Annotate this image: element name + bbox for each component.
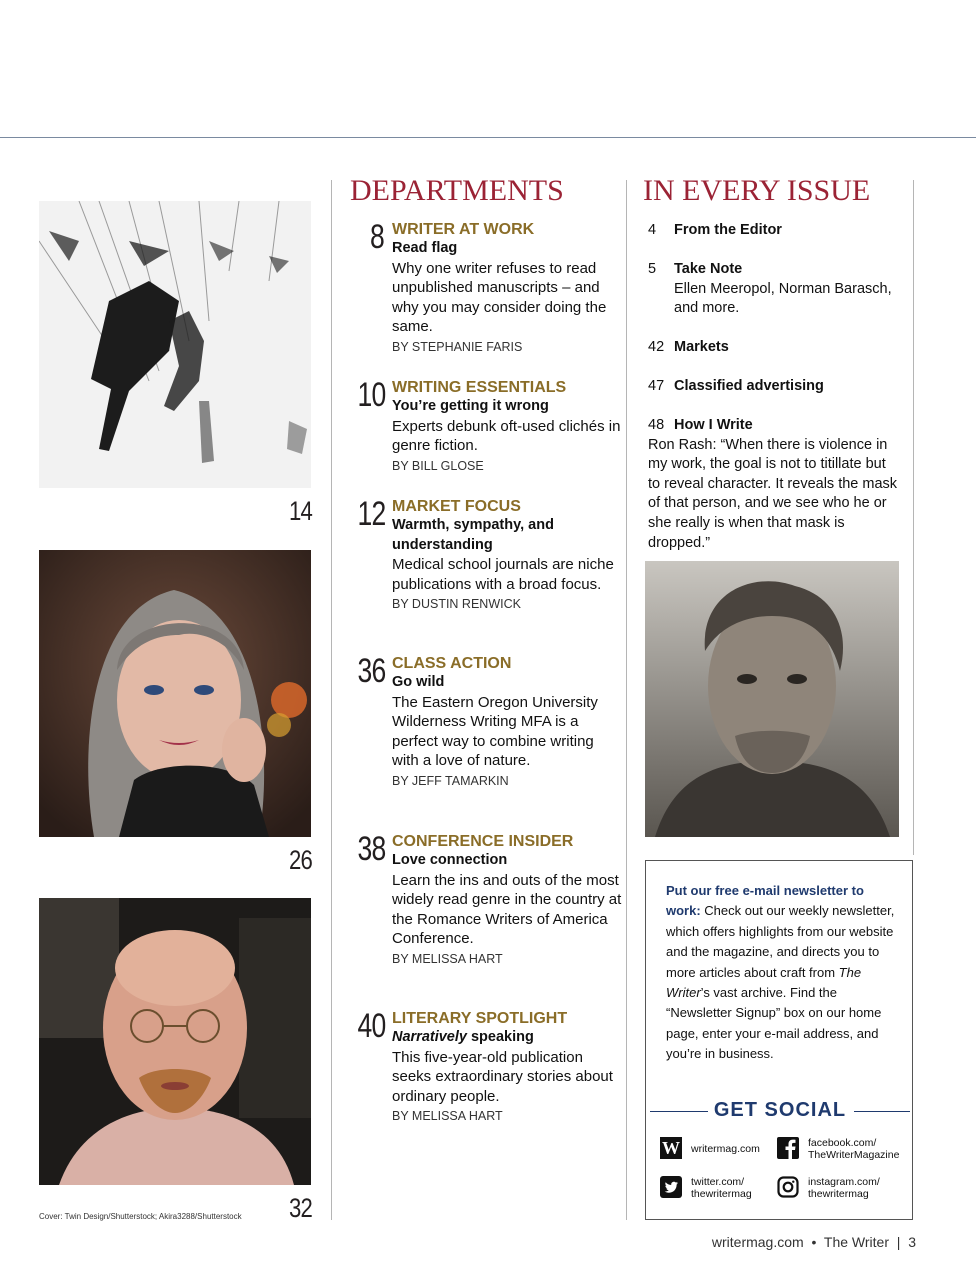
department-headline <box>392 1028 624 1048</box>
newsletter-body-1: Check out our weekly newsletter, which offers highlights from our website and the magazine, and directs you to more articles about craft from <box>666 903 895 980</box>
department-category: WRITER AT WORK <box>392 221 535 238</box>
issue-item[interactable] <box>648 260 908 319</box>
department-byline: BY MELISSA HART <box>392 951 503 966</box>
photo-page-number: 14 <box>289 496 312 526</box>
department-headline: Go wild <box>392 674 445 690</box>
man-portrait-photo <box>39 898 311 1185</box>
cover-credit: Cover: Twin Design/Shutterstock; Akira3288/Shutterstock <box>39 1212 242 1221</box>
issue-title: Take Note <box>674 261 743 277</box>
departments-title: DEPARTMENTS <box>350 174 564 207</box>
issue-title: Classified advertising <box>674 378 824 394</box>
instagram-link[interactable] <box>808 1176 880 1200</box>
footer-page-number: 3 <box>908 1234 916 1250</box>
twitter-icon <box>660 1176 682 1198</box>
twitter-line-2: thewritermag <box>691 1188 752 1200</box>
department-byline: BY JEFF TAMARKIN <box>392 773 509 788</box>
website-url: writermag.com <box>691 1143 760 1155</box>
column-divider-right <box>913 180 914 855</box>
newsletter-body-2: ’s vast archive. Find the “Newsletter Signup” box on our home page, enter your e-mail address, and you’re in business. <box>666 985 882 1062</box>
department-page-number: 10 <box>357 376 386 414</box>
department-page-number: 36 <box>357 652 386 690</box>
headline-rest: speaking <box>466 1029 534 1045</box>
department-page-number: 40 <box>357 1007 386 1045</box>
ron-rash-photo <box>645 561 899 837</box>
issue-page-number: 47 <box>648 378 665 394</box>
department-page-number: 12 <box>357 495 386 533</box>
department-description: This five-year-old publication seeks extraordinary stories about ordinary people. <box>392 1048 613 1105</box>
issue-title: From the Editor <box>674 222 782 238</box>
department-category: MARKET FOCUS <box>392 498 521 515</box>
woman-portrait-photo <box>39 550 311 837</box>
facebook-line-1: facebook.com/ <box>808 1137 877 1149</box>
department-description: The Eastern Oregon University Wilderness Writing MFA is a perfect way to combine writing with a love of nature. <box>392 693 598 770</box>
department-byline: BY MELISSA HART <box>392 1109 503 1124</box>
department-category: CONFERENCE INSIDER <box>392 833 574 850</box>
issue-subtitle: Ellen Meeropol, Norman Barasch, and more. <box>674 280 892 317</box>
issue-title: How I Write <box>674 417 753 433</box>
department-description: Medical school journals are niche publications with a broad focus. <box>392 556 614 593</box>
photo-page-number: 32 <box>289 1193 312 1223</box>
footer-separator: | <box>896 1234 901 1250</box>
instagram-icon <box>777 1176 799 1198</box>
department-page-number: 38 <box>357 830 386 868</box>
column-divider-middle <box>626 180 627 1220</box>
department-byline: BY STEPHANIE FARIS <box>392 339 523 354</box>
department-description: Experts debunk oft-used clichés in genre fiction. <box>392 417 621 455</box>
department-category: WRITING ESSENTIALS <box>392 379 567 396</box>
department-description: Learn the ins and outs of the most widely read genre in the country at the Romance Writers of America Conference. <box>392 871 622 948</box>
footer-site[interactable]: writermag.com <box>711 1234 804 1250</box>
department-description: Why one writer refuses to read unpublished manuscripts – and why you may consider doing the same. <box>392 259 607 336</box>
department-byline: BY BILL GLOSE <box>392 458 484 473</box>
facebook-line-2: TheWriterMagazine <box>808 1149 900 1161</box>
department-page-number: 8 <box>370 218 384 256</box>
department-byline: BY DUSTIN RENWICK <box>392 597 521 612</box>
newsletter-box <box>645 860 913 1220</box>
issue-item[interactable] <box>648 338 908 358</box>
department-category: LITERARY SPOTLIGHT <box>392 1010 568 1027</box>
top-rule <box>0 137 976 138</box>
instagram-line-2: thewritermag <box>808 1188 869 1200</box>
issue-page-number: 42 <box>648 339 665 355</box>
department-headline: You’re getting it wrong <box>392 398 549 414</box>
swing-ride-photo <box>39 201 311 488</box>
issue-page-number: 5 <box>648 261 657 277</box>
column-divider-left <box>331 180 332 1220</box>
newsletter-body-italic: The Writer <box>666 964 862 1001</box>
issue-item[interactable] <box>648 377 908 397</box>
twitter-line-1: twitter.com/ <box>691 1176 745 1188</box>
department-headline: Warmth, sympathy, and understanding <box>392 517 554 553</box>
writermag-logo-icon: W <box>662 1138 680 1158</box>
website-link[interactable] <box>691 1143 760 1155</box>
every-issue-title: IN EVERY ISSUE <box>643 174 871 207</box>
headline-italic: Narratively <box>392 1029 467 1045</box>
issue-page-number: 48 <box>648 417 665 433</box>
get-social-title: GET SOCIAL <box>713 1099 847 1121</box>
facebook-icon <box>777 1137 799 1159</box>
footer-magazine: The Writer <box>823 1234 889 1250</box>
instagram-line-1: instagram.com/ <box>808 1176 880 1188</box>
department-headline: Love connection <box>392 852 508 868</box>
department-category: CLASS ACTION <box>392 655 512 672</box>
newsletter-lead: Put our free e-mail newsletter to work: <box>666 883 864 919</box>
footer-bullet: • <box>811 1234 817 1250</box>
issue-item[interactable] <box>648 416 900 553</box>
issue-quote: Ron Rash: “When there is violence in my work, the goal is not to titillate but to reveal character. It reveals the mask of that person, and we see who he or she really is when that mask is dropped.” <box>648 436 898 551</box>
department-headline: Read flag <box>392 240 458 256</box>
facebook-link[interactable] <box>808 1137 899 1161</box>
photo-page-number: 26 <box>289 845 312 875</box>
issue-page-number: 4 <box>648 222 657 238</box>
issue-title: Markets <box>674 339 729 355</box>
twitter-link[interactable] <box>691 1176 752 1200</box>
newsletter-text <box>666 881 898 1065</box>
page-footer <box>712 1234 916 1250</box>
issue-item[interactable] <box>648 221 908 241</box>
